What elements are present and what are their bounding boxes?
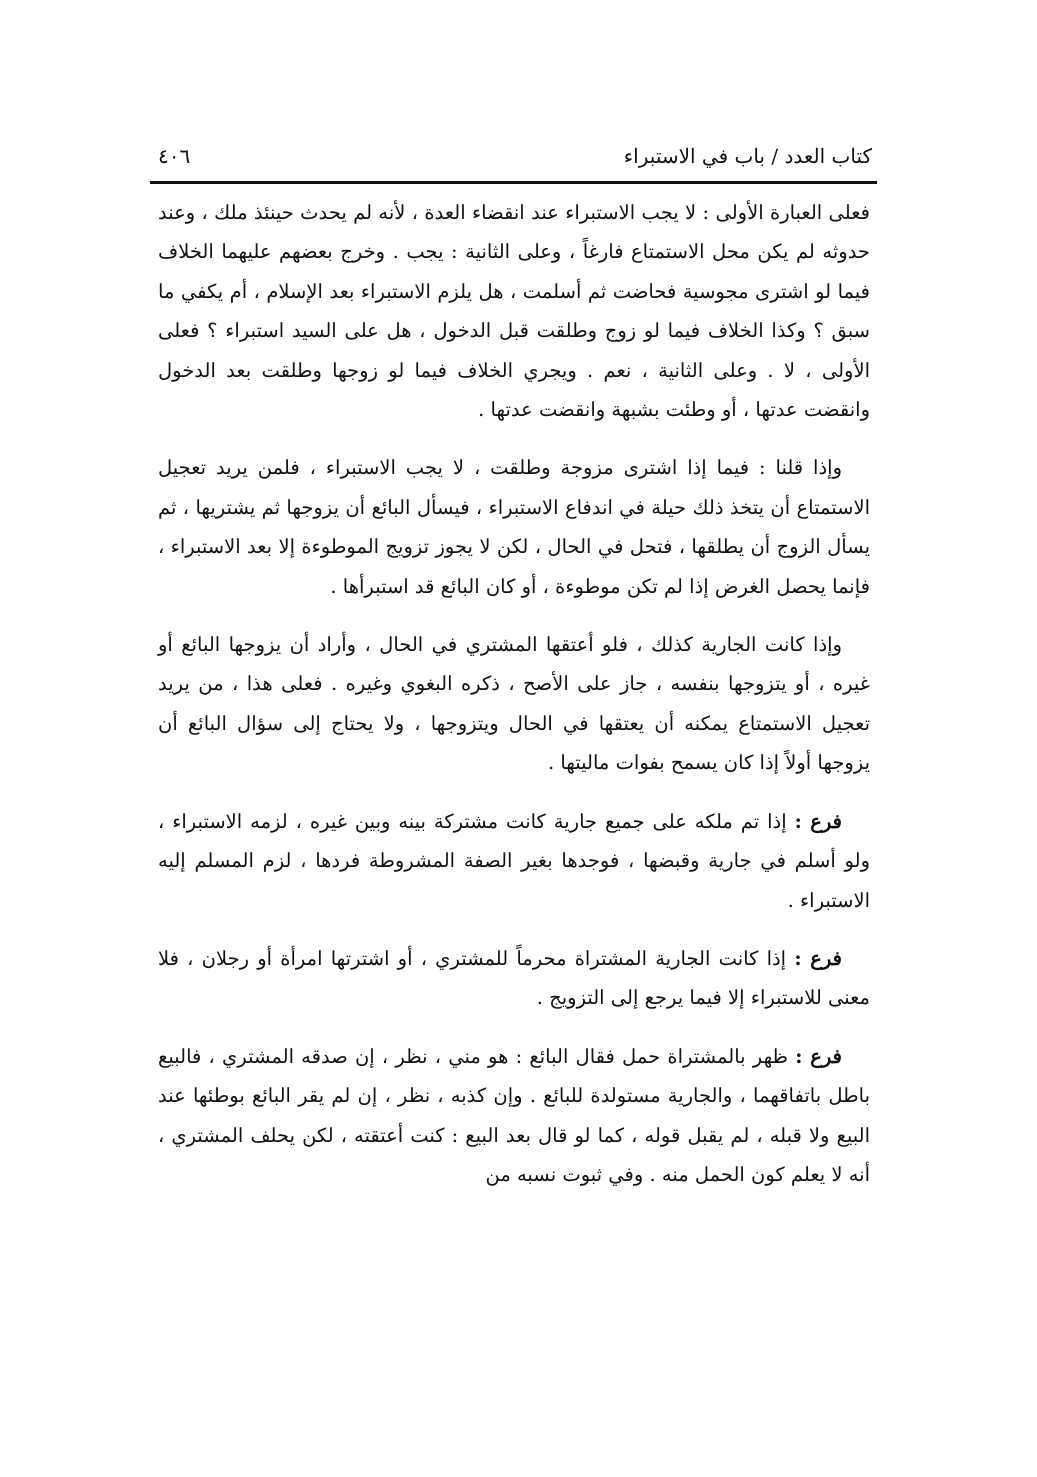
far-label: فرع : xyxy=(794,946,843,970)
paragraph-far-2 xyxy=(158,939,870,1018)
paragraph-text: ظهر بالمشتراة حمل فقال البائع : هو مني ، نظر ، إن صدقه المشتري ، فالبيع باطل باتفاقهما ، والجارية مستولدة للبائع . وإن كذبه ، نظر ، إن لم يقر البائع بوطئها عند البيع ولا قبله ، لم يقبل قوله ، كما لو قال بعد البيع : كنت أعتقته ، لكن يحلف المشتري ، أنه لا يعلم كون الحمل منه . وفي ثبوت نسبه من xyxy=(158,1044,870,1186)
paragraph-3 xyxy=(158,625,870,783)
running-title: كتاب العدد / باب في الاستبراء xyxy=(623,144,872,168)
far-label: فرع : xyxy=(795,1044,842,1068)
paragraph-1 xyxy=(158,193,870,429)
paragraph-text: إذا تم ملكه على جميع جارية كانت مشتركة بينه وبين غيره ، لزمه الاستبراء ، ولو أسلم في جارية وقبضها ، فوجدها بغير الصفة المشروطة فردها ، لزم المسلم إليه الاستبراء . xyxy=(158,809,870,912)
paragraph-text: إذا كانت الجارية المشتراة محرماً للمشتري ، أو اشترتها امرأة أو رجلان ، فلا معنى للاستبراء إلا فيما يرجع إلى التزويج . xyxy=(158,946,870,1010)
paragraph-text: وإذا قلنا : فيما إذا اشترى مزوجة وطلقت ، لا يجب الاستبراء ، فلمن يريد تعجيل الاستمتاع أن يتخذ ذلك حيلة في اندفاع الاستبراء ، فيسأل البائع أن يزوجها ثم يشتريها ، ثم يسأل الزوج أن يطلقها ، فتحل في الحال ، لكن لا يجوز تزويج الموطوءة إلا بعد الاستبراء ، فإنما يحصل الغرض إذا لم تكن موطوءة ، أو كان البائع قد استبرأها . xyxy=(158,456,870,598)
paragraph-far-3 xyxy=(158,1037,870,1195)
page-number: ٤٠٦ xyxy=(158,144,191,168)
paragraph-2 xyxy=(158,448,870,606)
header-rule xyxy=(150,181,877,184)
far-label: فرع : xyxy=(794,809,843,833)
paragraph-far-1 xyxy=(158,802,870,920)
paragraph-text: فعلى العبارة الأولى : لا يجب الاستبراء عند انقضاء العدة ، لأنه لم يحدث حينئذ ملك ، وعند حدوثه لم يكن محل الاستمتاع فارغاً ، وعلى الثانية : يجب . وخرج بعضهم عليهما الخلاف فيما لو اشترى مجوسية فحاضت ثم أسلمت ، هل يلزم الاستبراء بعد الإسلام ، أم يكفي ما سبق ؟ وكذا الخلاف فيما لو زوج وطلقت قبل الدخول ، هل على السيد استبراء ؟ فعلى الأولى ، لا . وعلى الثانية ، نعم . ويجري الخلاف فيما لو زوجها وطلقت بعد الدخول وانقضت عدتها ، أو وطئت بشبهة وانقضت عدتها . xyxy=(158,201,870,422)
body-text xyxy=(158,193,870,1194)
page-header xyxy=(150,138,872,182)
paragraph-text: وإذا كانت الجارية كذلك ، فلو أعتقها المشتري في الحال ، وأراد أن يزوجها البائع أو غيره ، أو يتزوجها بنفسه ، جاز على الأصح ، ذكره البغوي وغيره . فعلى هذا ، من يريد تعجيل الاستمتاع يمكنه أن يعتقها في الحال ويتزوجها ، ولا يحتاج إلى سؤال البائع أن يزوجها أولاً إذا كان يسمح بفوات ماليتها . xyxy=(158,633,870,775)
